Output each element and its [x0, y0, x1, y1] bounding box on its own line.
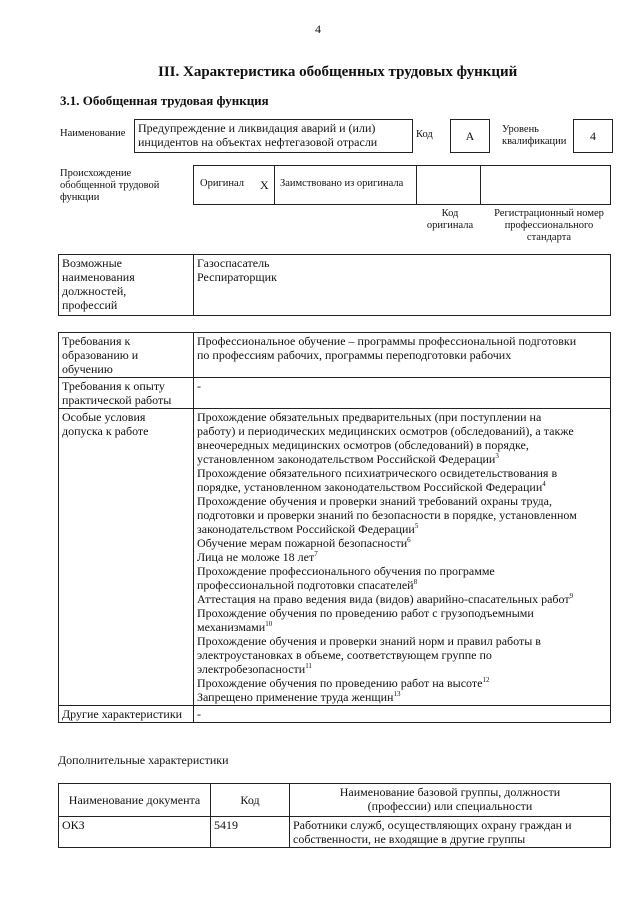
kod-originala-label: Код оригинала [426, 208, 474, 231]
row-doc: ОКЗ [59, 817, 211, 848]
footnote-ref: 7 [314, 550, 318, 558]
uroven-value: 4 [573, 119, 613, 153]
condition-item: Прохождение обучения по проведению работ с грузоподъемными механизмами$^{10}$ [197, 606, 534, 634]
row-name: Работники служб, осуществляющих охрану граждан и собственности, не входящие в другие группы [290, 817, 611, 848]
footnote-ref: 6 [407, 536, 411, 544]
condition-item: Обучение мерам пожарной безопасности$^6$ [197, 536, 411, 550]
condition-item: Прохождение обучения по проведению работ на высоте$^{12}$ [197, 676, 490, 690]
subsection-title: 3.1. Обобщенная трудовая функция [60, 93, 269, 108]
footnote-ref: 11 [305, 662, 312, 670]
condition-item: Лица не моложе 18 лет$^7$ [197, 550, 318, 564]
original-label: Оригинал [200, 178, 244, 189]
conditions-label: Особые условия допуска к работе [59, 409, 194, 706]
condition-item: Запрещено применение труда женщин$^{13}$ [197, 690, 401, 704]
requirements-table [58, 332, 611, 723]
footnote-ref: 12 [482, 676, 490, 684]
row-code: 5419 [211, 817, 290, 848]
naimenovanie-value: Предупреждение и ликвидация аварий и (или) инцидентов на объектах нефтегазовой отрасли [134, 119, 413, 153]
uroven-label: Уровень квалификации [502, 124, 567, 147]
condition-item: Прохождение профессионального обучения по программе профессиональной подготовки спасателей$^8$ [197, 564, 495, 592]
reg-number-label: Регистрационный номер профессионального стандарта [494, 208, 604, 243]
education-label: Требования к образованию и обучению [59, 333, 194, 378]
footnote-ref: 10 [265, 620, 273, 628]
condition-item: Прохождение обязательного психиатрического освидетельствования в порядке, установленном законодательством Российской Федерации$^4$ [197, 466, 558, 494]
footnote-ref: 9 [569, 592, 574, 600]
section-title: III. Характеристика обобщенных трудовых функций [158, 64, 518, 80]
header-doc: Наименование документа [59, 784, 211, 817]
condition-item: Прохождение обучения и проверки знаний требований охраны труда, подготовки и проверки знаний по безопасности в порядке, установленном законодательством Российской Федерации$^5$ [197, 494, 577, 536]
header-code: Код [211, 784, 290, 817]
kod-value: A [450, 119, 490, 153]
original-mark: X [260, 178, 269, 192]
footnote-ref: 5 [414, 522, 419, 530]
positions-values: Газоспасатель Респираторщик [194, 255, 611, 316]
additional-title: Дополнительные характеристики [58, 753, 229, 767]
additional-table [58, 783, 611, 848]
borrowed-label: Заимствовано из оригинала [280, 178, 404, 189]
positions-label: Возможные наименования должностей, профессий [59, 255, 194, 316]
other-value: - [194, 706, 611, 723]
origin-label: Происхождение обобщенной трудовой функции [60, 168, 160, 203]
footnote-ref: 3 [495, 452, 499, 460]
naimenovanie-label: Наименование [60, 128, 126, 139]
footnote-ref: 13 [393, 690, 401, 698]
origin-table [193, 165, 611, 205]
education-value: Профессиональное обучение – программы профессиональной подготовки по профессиям рабочих, программы переподготовки рабочих [194, 333, 611, 378]
positions-table [58, 254, 611, 316]
page-number: 4 [315, 22, 321, 36]
kod-label: Код [416, 129, 433, 140]
experience-label: Требования к опыту практической работы [59, 378, 194, 409]
footnote-ref: 4 [542, 480, 546, 488]
experience-value: - [194, 378, 611, 409]
footnote-ref: 8 [413, 578, 418, 586]
header-name: Наименование базовой группы, должности (профессии) или специальности [290, 784, 611, 817]
conditions-list [194, 409, 611, 706]
condition-item: Прохождение обязательных предварительных (при поступлении на работу) и периодических медицинских осмотров (обследований), а также внеочередных медицинских осмотров (обследований) в порядке, установленном законодательством Российской Федерации$^3$ [197, 410, 574, 466]
condition-item: Прохождение обучения и проверки знаний норм и правил работы в электроустановках в объеме, соответствующем группе по электробезопасности$^{11}$ [197, 634, 541, 676]
condition-item: Аттестация на право ведения вида (видов) аварийно-спасательных работ$^9$ [197, 592, 574, 606]
other-label: Другие характеристики [59, 706, 194, 723]
